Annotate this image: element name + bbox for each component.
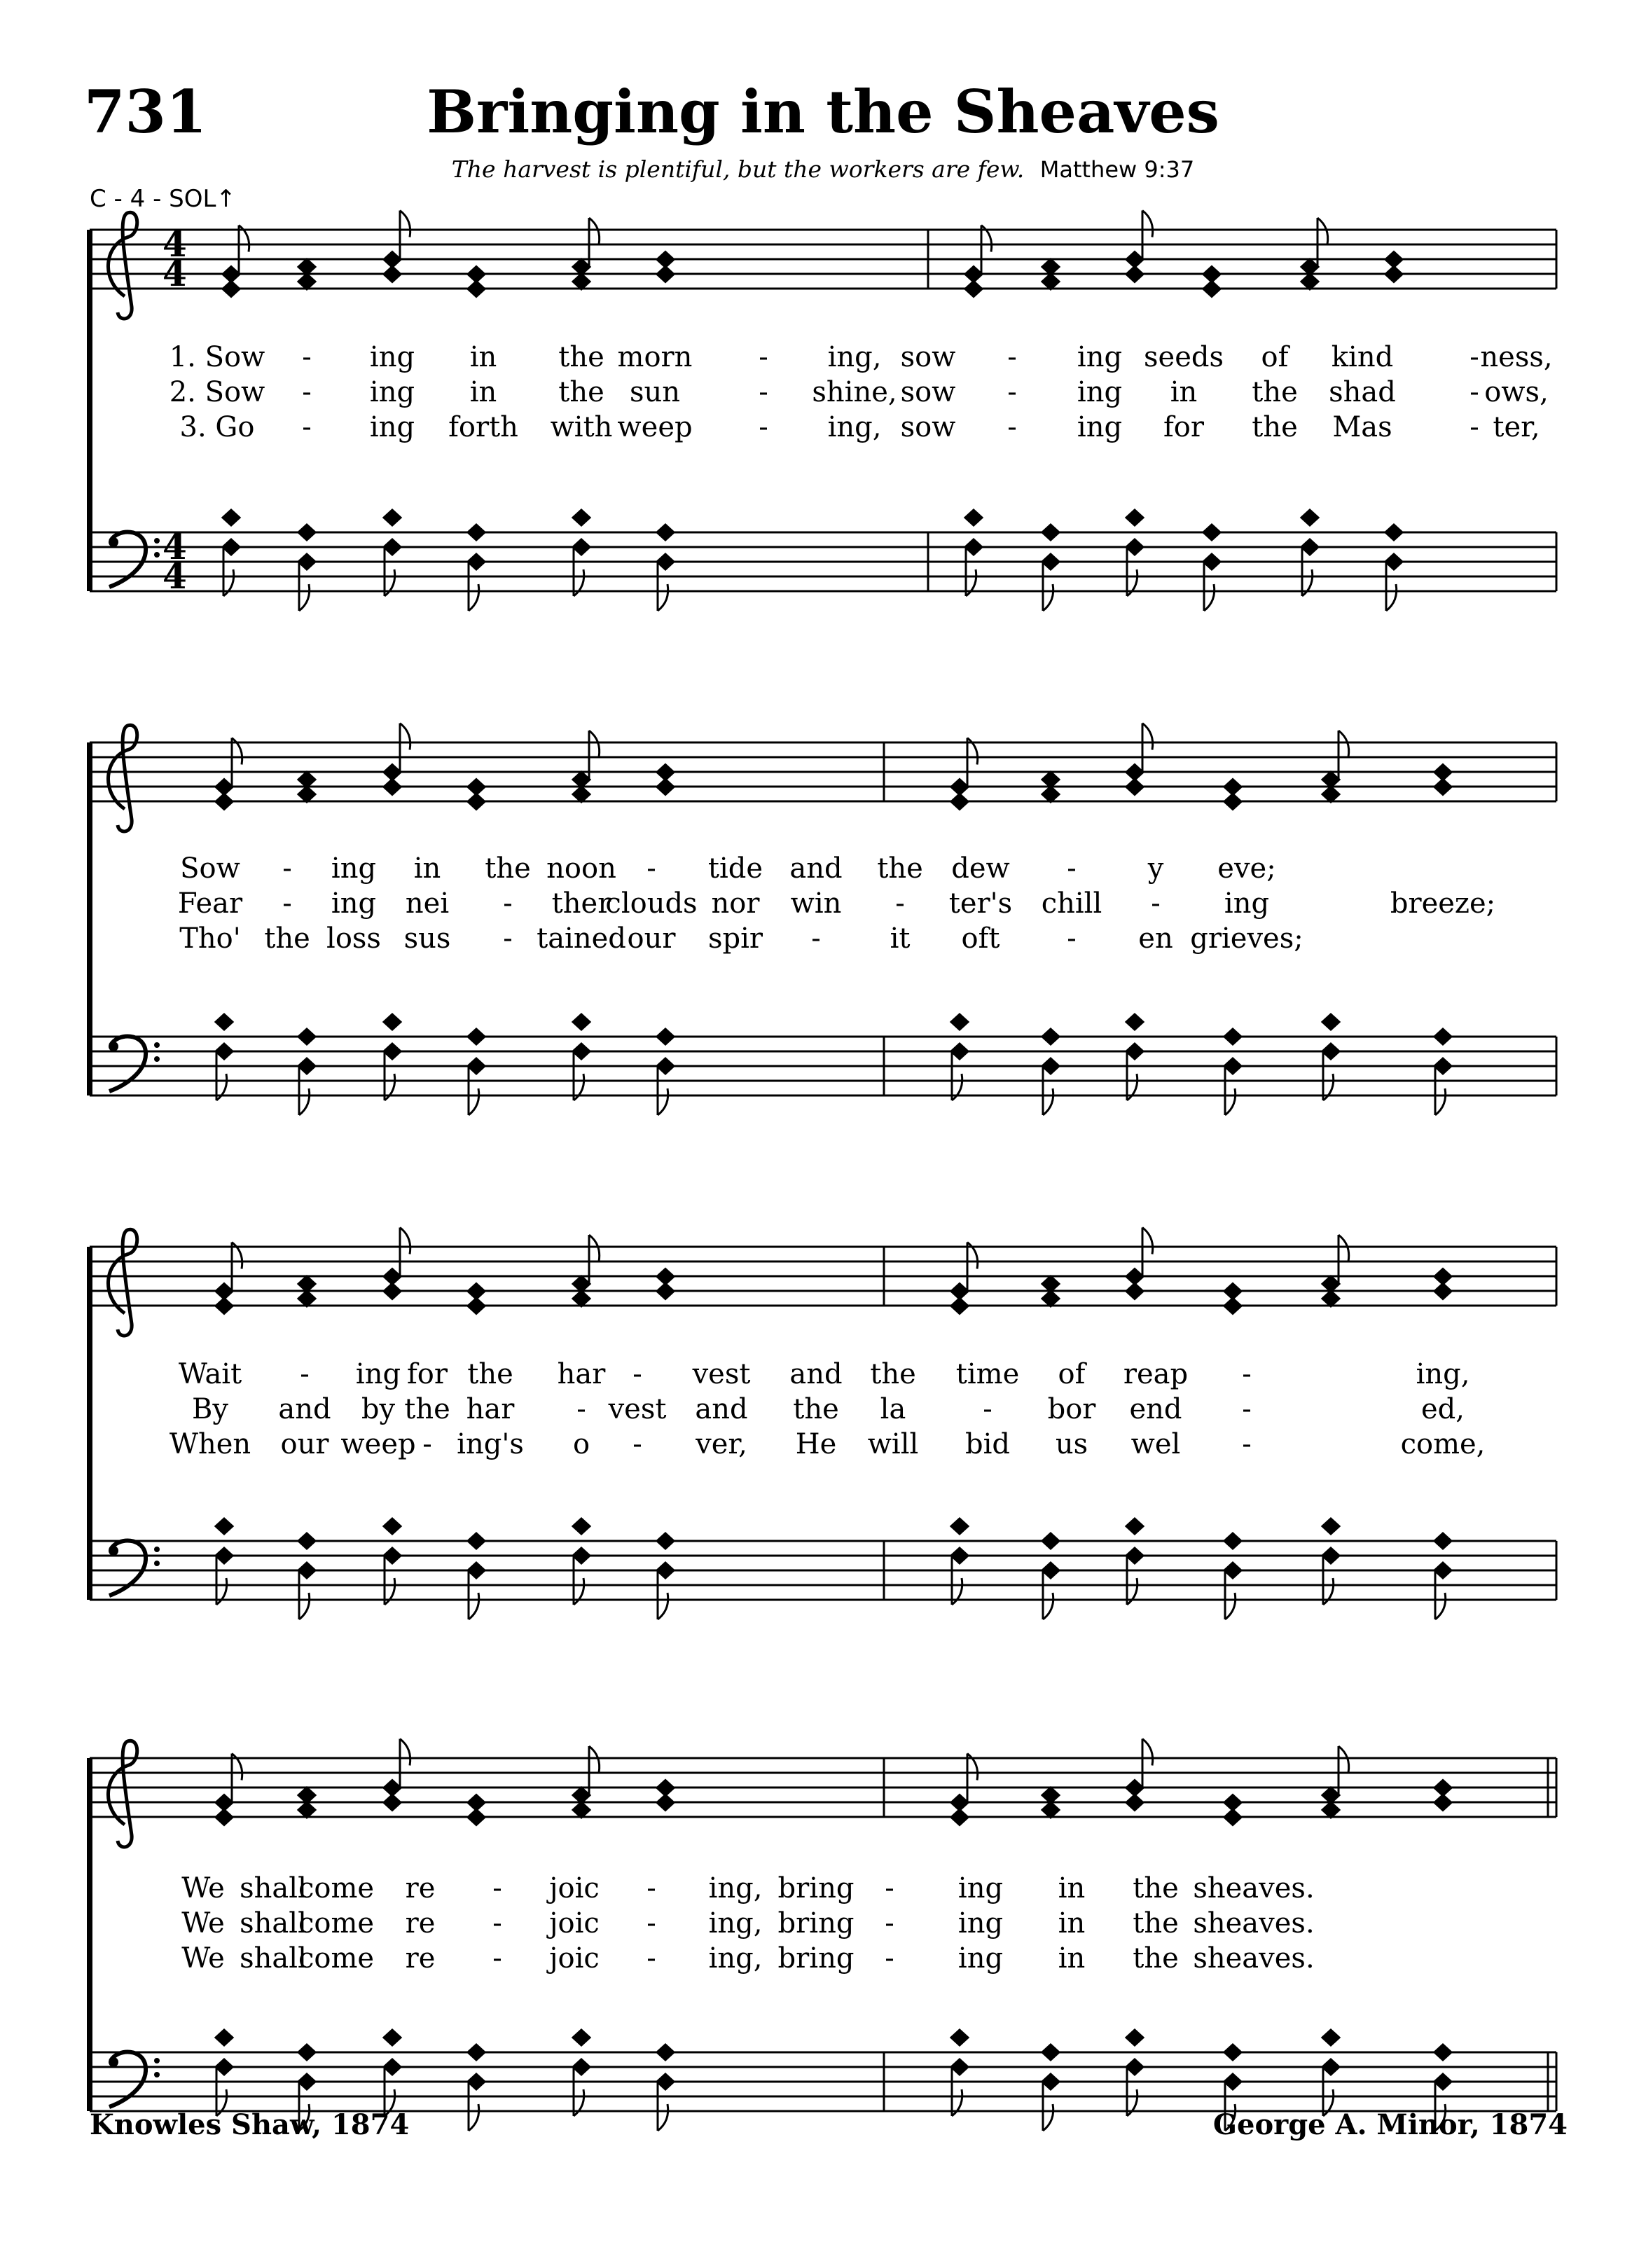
note-flag: [1204, 584, 1215, 611]
lyric-syllable: ing,: [708, 1872, 763, 1904]
lyric-syllable: -: [885, 1907, 894, 1939]
lyric-syllable: -: [1067, 852, 1077, 885]
lyric-syllable: sow: [900, 411, 956, 443]
note-head: [216, 1519, 233, 1534]
note-flag: [469, 2104, 479, 2131]
note-head: [573, 1276, 590, 1292]
lyric-syllable: in: [1058, 1872, 1086, 1904]
note-head: [1042, 259, 1059, 275]
note-head: [298, 1291, 315, 1306]
hymn-number: 731: [84, 77, 207, 146]
bass-staff: [90, 1541, 1556, 1600]
lyric-syllable: tained: [537, 922, 626, 955]
note-flag: [1339, 1235, 1349, 1261]
lyric-syllable: ing: [957, 1907, 1004, 1939]
lyric-syllable: in: [1058, 1907, 1086, 1939]
note-flag: [658, 1593, 668, 1619]
lyric-syllable: ing: [355, 1358, 401, 1390]
note-flag: [1142, 1739, 1153, 1766]
treble-clef-icon: [108, 212, 137, 319]
lyric-syllable: o: [572, 1428, 590, 1460]
lyric-syllable: sow: [900, 376, 956, 408]
note-head: [573, 1788, 590, 1803]
lyric-syllable: ing,: [708, 1942, 763, 1975]
lyric-syllable: noon: [546, 852, 616, 885]
lyric-syllable: of: [1261, 341, 1289, 373]
bass-clef-icon: [109, 1541, 160, 1596]
note-flag: [1043, 2104, 1053, 2131]
lyric-syllable: bring: [777, 1872, 855, 1904]
note-head: [1042, 1788, 1059, 1803]
lyric-syllable: -: [895, 887, 905, 920]
lyric-syllable: come: [298, 1907, 375, 1939]
bass-clef-icon: [109, 2052, 160, 2107]
note-head: [573, 787, 590, 802]
lyric-syllable: in: [469, 341, 497, 373]
lyric-syllable: in: [413, 852, 441, 885]
lyric-syllable: Mas: [1332, 411, 1392, 443]
lyric-syllable: oft: [961, 922, 1000, 955]
lyric-syllable: ing,: [827, 341, 882, 373]
bass-staff: [90, 1037, 1556, 1095]
lyric-syllable: end: [1129, 1393, 1182, 1425]
lyric-syllable: ing: [957, 1942, 1004, 1975]
lyric-syllable: Fear: [177, 887, 243, 920]
lyric-syllable: the: [1252, 411, 1298, 443]
note-flag: [1043, 1088, 1053, 1115]
lyric-syllable: -: [422, 1428, 432, 1460]
lyric-syllable: -: [759, 411, 768, 443]
lyric-syllable: -: [503, 887, 513, 920]
note-head: [1322, 772, 1339, 787]
note-head: [298, 1788, 315, 1803]
note-head: [951, 1519, 968, 1534]
lyric-syllable: Tho': [179, 922, 241, 955]
lyric-syllable: by: [361, 1393, 396, 1425]
lyric-syllable: -: [885, 1942, 894, 1975]
lyric-syllable: sheaves.: [1193, 1942, 1315, 1975]
note-head: [1126, 510, 1143, 525]
lyric-syllable: the: [264, 922, 310, 955]
note-flag: [1225, 1088, 1236, 1115]
time-signature-top: 4: [162, 223, 187, 265]
lyric-syllable: for: [1163, 411, 1205, 443]
note-head: [1126, 1014, 1143, 1030]
note-head: [573, 1291, 590, 1306]
treble-clef-icon: [108, 1229, 137, 1336]
lyric-syllable: -: [282, 887, 292, 920]
note-flag: [400, 1228, 410, 1254]
lyric-syllable: ing: [369, 376, 415, 408]
lyric-syllable: -: [1242, 1428, 1252, 1460]
lyric-syllable: -: [492, 1942, 502, 1975]
treble-clef-icon: [108, 725, 137, 831]
lyric-syllable: the: [1133, 1907, 1179, 1939]
lyric-syllable: -: [576, 1393, 586, 1425]
lyric-syllable: spir: [707, 922, 763, 955]
lyric-syllable: ing: [1077, 341, 1123, 373]
lyric-syllable: the: [793, 1393, 839, 1425]
bass-clef-icon: [109, 532, 160, 587]
note-head: [951, 2030, 968, 2045]
note-head: [1126, 1519, 1143, 1534]
scripture-quote: The harvest is plentiful, but the workers are few.: [451, 155, 1025, 183]
lyric-syllable: win: [790, 887, 842, 920]
note-head: [1042, 1802, 1059, 1818]
note-flag: [658, 1088, 668, 1115]
lyric-syllable: of: [1058, 1358, 1086, 1390]
lyric-syllable: ing,: [708, 1907, 763, 1939]
lyric-syllable: ing's: [457, 1428, 524, 1460]
note-head: [384, 2030, 401, 2045]
note-flag: [1318, 218, 1328, 244]
note-head: [216, 2030, 233, 2045]
note-head: [216, 1014, 233, 1030]
lyric-syllable: come,: [1400, 1428, 1486, 1460]
lyric-syllable: and: [789, 852, 843, 885]
note-flag: [1142, 211, 1153, 237]
note-head: [298, 259, 315, 275]
lyric-syllable: clouds: [605, 887, 698, 920]
note-head: [573, 259, 590, 275]
lyric-syllable: -: [983, 1393, 993, 1425]
lyric-syllable: sheaves.: [1193, 1907, 1315, 1939]
lyric-syllable: -: [811, 922, 821, 955]
time-signature-bottom: 4: [162, 555, 187, 597]
note-head: [573, 1802, 590, 1818]
note-head: [1322, 1519, 1339, 1534]
lyric-syllable: ter,: [1493, 411, 1540, 443]
lyric-syllable: joic: [549, 1907, 600, 1939]
lyric-syllable: ing,: [827, 411, 882, 443]
lyric-syllable: kind: [1331, 341, 1394, 373]
lyric-syllable: forth: [448, 411, 518, 443]
note-head: [1301, 510, 1318, 525]
note-flag: [658, 584, 668, 611]
lyric-syllable: dew: [951, 852, 1010, 885]
lyric-syllable: Sow: [180, 852, 240, 885]
lyric-syllable: with: [550, 411, 613, 443]
note-flag: [400, 724, 410, 750]
lyric-syllable: -: [282, 852, 292, 885]
note-head: [951, 1014, 968, 1030]
lyric-syllable: -: [646, 1942, 656, 1975]
lyric-syllable: loss: [326, 922, 381, 955]
lyric-syllable: and: [278, 1393, 331, 1425]
note-flag: [1043, 1593, 1053, 1619]
lyric-syllable: will: [867, 1428, 919, 1460]
lyric-syllable: in: [1058, 1942, 1086, 1975]
note-head: [298, 274, 315, 289]
lyric-syllable: ing: [957, 1872, 1004, 1904]
lyric-syllable: the: [485, 852, 531, 885]
lyric-syllable: -: [759, 341, 768, 373]
lyric-syllable: our: [627, 922, 676, 955]
note-flag: [589, 218, 600, 244]
lyric-syllable: har: [557, 1358, 606, 1390]
lyric-syllable: -: [1242, 1358, 1252, 1390]
note-head: [223, 510, 240, 525]
lyric-syllable: nor: [711, 887, 760, 920]
bass-staff: [90, 532, 1556, 591]
lyric-syllable: y: [1147, 852, 1164, 885]
key-info: C - 4 - SOL↑: [90, 185, 236, 213]
lyric-syllable: shine,: [812, 376, 897, 408]
note-flag: [400, 1739, 410, 1766]
scripture-reference: Matthew 9:37: [1039, 156, 1195, 183]
lyric-syllable: ing: [369, 341, 415, 373]
lyric-syllable: -: [1007, 411, 1017, 443]
note-flag: [299, 1088, 310, 1115]
music-credit: George A. Minor, 1874: [1212, 2108, 1568, 2141]
note-head: [298, 1802, 315, 1818]
lyric-syllable: -: [1469, 411, 1479, 443]
note-flag: [589, 1235, 600, 1261]
lyric-syllable: -: [1469, 341, 1479, 373]
note-flag: [299, 584, 310, 611]
lyric-syllable: ing,: [1416, 1358, 1470, 1390]
lyric-syllable: bring: [777, 1907, 855, 1939]
lyric-syllable: the: [558, 341, 604, 373]
note-head: [573, 1519, 590, 1534]
lyric-syllable: re: [405, 1907, 436, 1939]
lyric-syllable: We: [181, 1907, 225, 1939]
lyric-syllable: -: [632, 1428, 642, 1460]
lyric-syllable: in: [469, 376, 497, 408]
lyric-syllable: ther: [551, 887, 611, 920]
note-head: [1126, 2030, 1143, 2045]
note-head: [1042, 1276, 1059, 1292]
lyric-syllable: bid: [964, 1428, 1011, 1460]
lyric-syllable: weep: [617, 411, 693, 443]
lyric-syllable: grieves;: [1190, 922, 1303, 955]
lyric-syllable: By: [192, 1393, 228, 1425]
lyric-syllable: the: [467, 1358, 513, 1390]
note-head: [384, 510, 401, 525]
bass-staff: [90, 2052, 1556, 2111]
note-head: [1322, 787, 1339, 802]
note-head: [573, 274, 590, 289]
note-head: [298, 787, 315, 802]
lyric-syllable: sun: [629, 376, 681, 408]
lyric-syllable: bring: [777, 1942, 855, 1975]
lyric-syllable: shad: [1329, 376, 1396, 408]
note-flag: [589, 731, 600, 757]
lyric-syllable: seeds: [1143, 341, 1224, 373]
lyric-syllable: ing: [1077, 376, 1123, 408]
lyric-syllable: chill: [1041, 887, 1102, 920]
lyric-syllable: time: [955, 1358, 1020, 1390]
lyric-syllable: He: [795, 1428, 837, 1460]
note-flag: [1043, 584, 1053, 611]
lyric-syllable: har: [466, 1393, 515, 1425]
note-flag: [1386, 584, 1397, 611]
lyric-syllable: -: [1067, 922, 1077, 955]
lyric-syllable: vest: [692, 1358, 751, 1390]
note-head: [1301, 259, 1318, 275]
lyric-syllable: -: [1151, 887, 1161, 920]
note-flag: [658, 2104, 668, 2131]
lyric-syllable: and: [695, 1393, 748, 1425]
note-flag: [589, 1746, 600, 1773]
note-head: [573, 1014, 590, 1030]
lyric-syllable: ing: [331, 887, 377, 920]
note-head: [965, 510, 982, 525]
lyric-syllable: ter's: [948, 887, 1013, 920]
lyric-syllable: -: [302, 341, 312, 373]
words-credit: Knowles Shaw, 1874: [90, 2108, 410, 2141]
note-head: [384, 1014, 401, 1030]
treble-clef-icon: [108, 1741, 137, 1847]
note-head: [573, 2030, 590, 2045]
lyric-syllable: the: [558, 376, 604, 408]
lyric-syllable: -: [302, 411, 312, 443]
lyric-syllable: la: [880, 1393, 906, 1425]
lyric-syllable: in: [1170, 376, 1198, 408]
lyric-syllable: 3. Go: [179, 411, 255, 443]
lyric-syllable: joic: [549, 1942, 600, 1975]
note-flag: [1225, 1593, 1236, 1619]
lyric-syllable: wel: [1130, 1428, 1181, 1460]
lyric-syllable: re: [405, 1942, 436, 1975]
time-signature-top: 4: [162, 526, 187, 567]
lyric-syllable: We: [181, 1872, 225, 1904]
lyric-syllable: for: [406, 1358, 448, 1390]
note-head: [1042, 1291, 1059, 1306]
note-flag: [1435, 1593, 1446, 1619]
lyric-syllable: shall: [240, 1872, 307, 1904]
lyric-syllable: ing: [1077, 411, 1123, 443]
lyric-syllable: the: [1133, 1942, 1179, 1975]
lyric-syllable: -: [302, 376, 312, 408]
note-head: [1322, 2030, 1339, 2045]
lyric-syllable: -: [646, 852, 656, 885]
note-head: [298, 772, 315, 787]
note-flag: [1142, 724, 1153, 750]
note-flag: [1339, 1746, 1349, 1773]
note-head: [1042, 787, 1059, 802]
note-head: [384, 1519, 401, 1534]
lyric-syllable: -: [1007, 341, 1017, 373]
lyric-syllable: ows,: [1484, 376, 1549, 408]
note-head: [1042, 274, 1059, 289]
note-flag: [1142, 1228, 1153, 1254]
bass-clef-icon: [109, 1037, 160, 1091]
lyric-syllable: reap: [1123, 1358, 1189, 1390]
note-flag: [1435, 1088, 1446, 1115]
lyric-syllable: 1. Sow: [169, 341, 265, 373]
note-flag: [469, 584, 479, 611]
note-flag: [400, 211, 410, 237]
note-head: [1322, 1802, 1339, 1818]
lyric-syllable: and: [789, 1358, 843, 1390]
lyric-syllable: en: [1138, 922, 1173, 955]
lyric-syllable: joic: [549, 1872, 600, 1904]
lyric-syllable: ness,: [1480, 341, 1553, 373]
lyric-syllable: -: [1242, 1393, 1252, 1425]
lyric-syllable: tide: [707, 852, 763, 885]
lyric-syllable: morn: [617, 341, 693, 373]
lyric-syllable: -: [503, 922, 513, 955]
lyric-syllable: ing: [1224, 887, 1270, 920]
lyric-syllable: breeze;: [1390, 887, 1496, 920]
lyric-syllable: ed,: [1421, 1393, 1465, 1425]
lyric-syllable: -: [492, 1872, 502, 1904]
note-head: [1301, 274, 1318, 289]
lyric-syllable: -: [885, 1872, 894, 1904]
note-flag: [299, 1593, 310, 1619]
note-head: [1322, 1788, 1339, 1803]
lyric-syllable: the: [404, 1393, 450, 1425]
note-flag: [1339, 731, 1349, 757]
note-head: [1322, 1014, 1339, 1030]
lyric-syllable: the: [1252, 376, 1298, 408]
lyric-syllable: it: [890, 922, 911, 955]
lyric-syllable: the: [1133, 1872, 1179, 1904]
lyric-syllable: -: [492, 1907, 502, 1939]
lyric-syllable: -: [646, 1872, 656, 1904]
lyric-syllable: vest: [608, 1393, 667, 1425]
lyric-syllable: We: [181, 1942, 225, 1975]
lyric-syllable: re: [405, 1872, 436, 1904]
lyric-syllable: our: [280, 1428, 329, 1460]
lyric-syllable: When: [169, 1428, 251, 1460]
note-head: [1322, 1276, 1339, 1292]
lyric-syllable: ver,: [696, 1428, 747, 1460]
lyric-syllable: us: [1055, 1428, 1088, 1460]
lyric-syllable: -: [632, 1358, 642, 1390]
lyric-syllable: -: [300, 1358, 310, 1390]
note-flag: [469, 1593, 479, 1619]
note-head: [573, 772, 590, 787]
lyric-syllable: shall: [240, 1942, 307, 1975]
lyric-syllable: shall: [240, 1907, 307, 1939]
time-signature-bottom: 4: [162, 253, 187, 294]
lyric-syllable: ing: [331, 852, 377, 885]
lyric-syllable: -: [759, 376, 768, 408]
lyric-syllable: the: [870, 1358, 916, 1390]
note-head: [1322, 1291, 1339, 1306]
note-head: [1042, 772, 1059, 787]
lyric-syllable: nei: [405, 887, 450, 920]
lyric-syllable: 2. Sow: [169, 376, 265, 408]
lyric-syllable: -: [1007, 376, 1017, 408]
lyric-syllable: -: [1469, 376, 1479, 408]
note-flag: [469, 1088, 479, 1115]
hymn-title: Bringing in the Sheaves: [427, 77, 1219, 146]
lyric-syllable: eve;: [1217, 852, 1276, 885]
lyric-syllable: the: [877, 852, 923, 885]
lyric-syllable: Wait: [178, 1358, 242, 1390]
lyric-syllable: ing: [369, 411, 415, 443]
lyric-syllable: sow: [900, 341, 956, 373]
lyric-syllable: bor: [1047, 1393, 1096, 1425]
lyric-syllable: weep: [340, 1428, 416, 1460]
lyric-syllable: come: [298, 1942, 375, 1975]
lyric-syllable: come: [298, 1872, 375, 1904]
note-head: [298, 1276, 315, 1292]
note-head: [573, 510, 590, 525]
lyric-syllable: sus: [403, 922, 451, 955]
lyric-syllable: sheaves.: [1193, 1872, 1315, 1904]
lyric-syllable: -: [646, 1907, 656, 1939]
